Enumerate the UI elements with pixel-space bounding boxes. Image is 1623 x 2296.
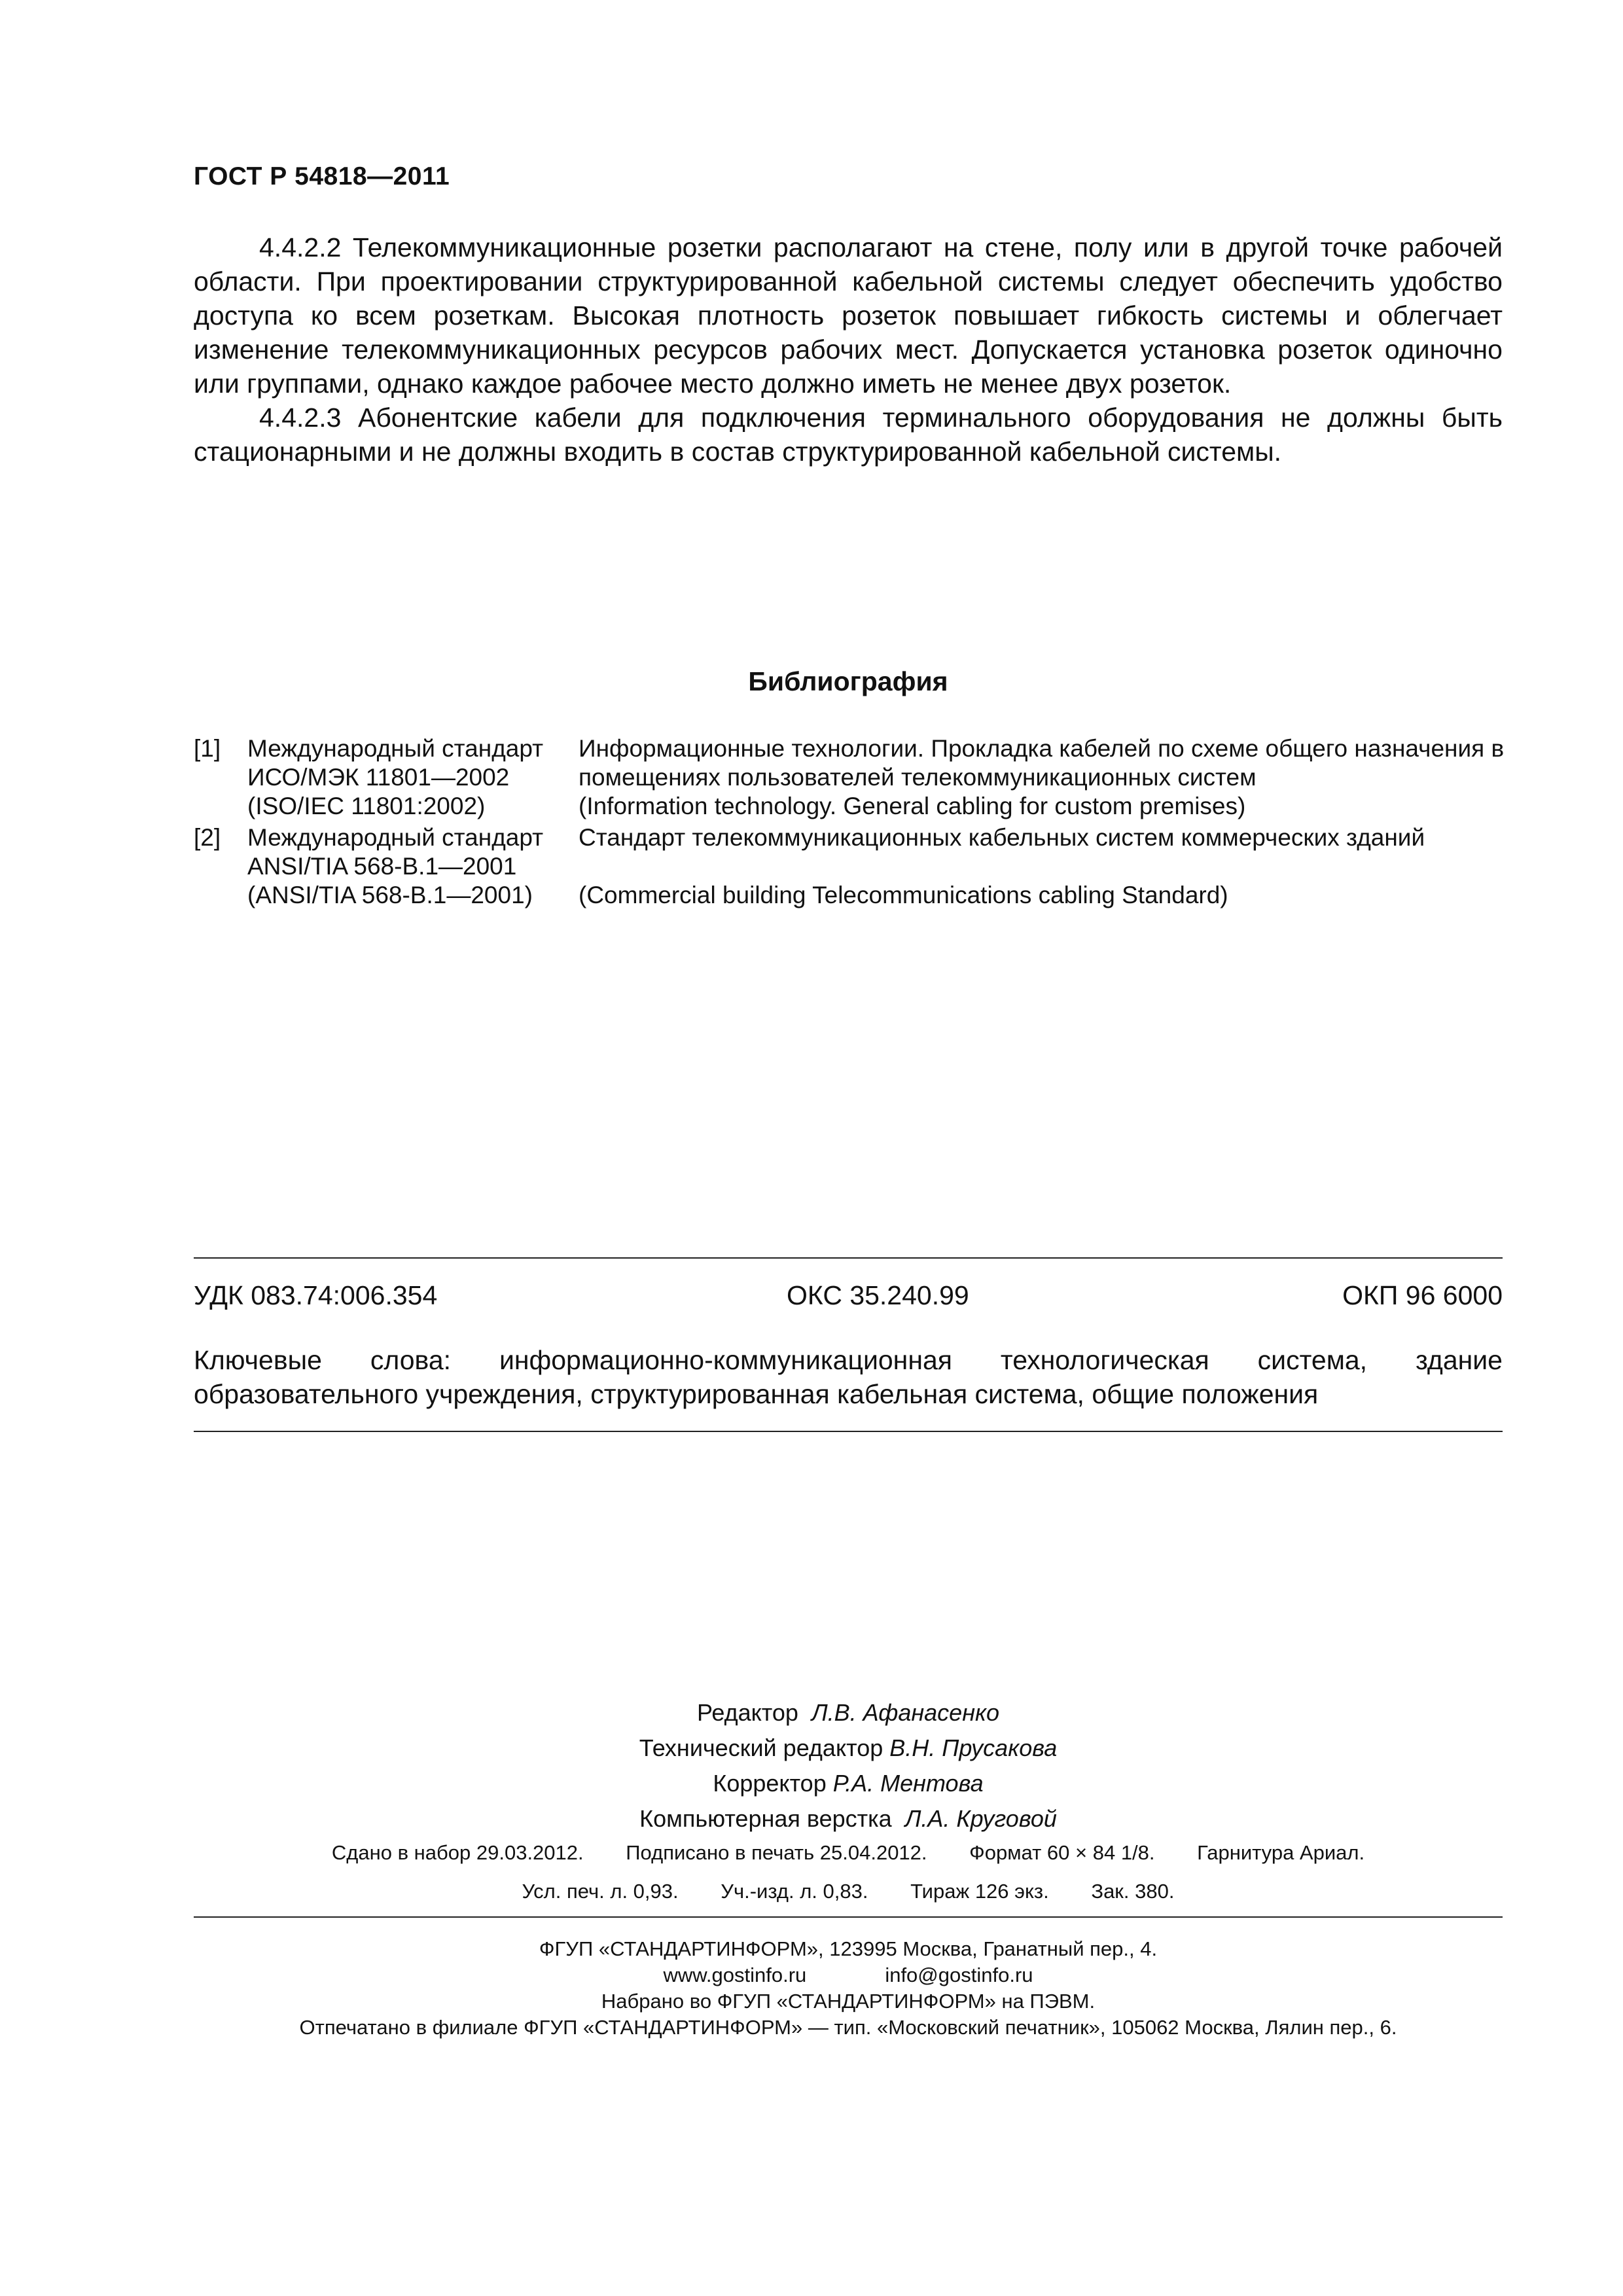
credit-tech-editor: Технический редактор В.Н. Прусакова	[639, 1734, 1058, 1761]
oks-code: ОКС 35.240.99	[787, 1280, 969, 1310]
okp-code: ОКП 96 6000	[1342, 1280, 1503, 1310]
keywords: Ключевые слова: информационно-коммуникационная технологическая система, здание образовательного учреждения, структурированная кабельная система, общие положения	[194, 1345, 1503, 1409]
entry-standard: Международный стандарт ANSI/TIA 568-B.1—2001 (ANSI/TIA 568-B.1—2001)	[247, 824, 544, 908]
bibliography-title: Библиография	[748, 666, 948, 696]
credit-layout: Компьютерная верстка Л.А. Круговой	[639, 1805, 1057, 1832]
website-link: www.gostinfo.ru	[663, 1964, 807, 1986]
publication-info: Сдано в набор 29.03.2012. Подписано в печать 25.04.2012. Формат 60 × 84 1/8. Гарнитура Ариал.	[331, 1841, 1365, 1864]
entry-description: Информационные технологии. Прокладка кабелей по схеме общего назначения в помещениях пользователей телекоммуникационных систем (Information technology. General cabling for custom premises)	[579, 735, 1505, 819]
credit-proofreader: Корректор Р.А. Ментова	[713, 1770, 984, 1797]
divider-top	[194, 1257, 1503, 1259]
divider-imprint	[194, 1916, 1503, 1918]
imprint: ФГУП «СТАНДАРТИНФОРМ», 123995 Москва, Гранатный пер., 4. www.gostinfo.ru info@gostinfo.ru Набрано во ФГУП «СТАНДАРТИНФОРМ» на ПЭВМ. Отпечатано в филиале ФГУП «СТАНДАРТИНФОРМ» — тип. «Московский печатник», 105062 Москва, Лялин пер., 6.	[299, 1937, 1397, 2039]
entry-description: Стандарт телекоммуникационных кабельных систем коммерческих зданий (Commercial building Telecommunications cabling Standard)	[579, 824, 1425, 908]
credits	[194, 1695, 1503, 1837]
credit-editor: Редактор Л.В. Афанасенко	[696, 1699, 1000, 1726]
body-text	[194, 230, 1503, 469]
email-link: info@gostinfo.ru	[885, 1964, 1033, 1986]
entry-number: [1]	[194, 735, 221, 762]
paragraph-4-4-2-3: 4.4.2.3 Абонентские кабели для подключения терминального оборудования не должны быть стационарными и не должны входить в состав структурированной кабельной системы.	[194, 403, 1503, 467]
divider-keywords	[194, 1431, 1503, 1432]
format-fraction: 1/8	[1120, 1841, 1149, 1864]
paragraph-4-4-2-2: 4.4.2.2 Телекоммуникационные розетки располагают на стене, полу или в другой точке рабочей области. При проектировании структурированной кабельной системы следует обеспечить удобство доступа ко всем розеткам. Высокая плотность розеток повышает гибкость системы и облегчает изменение телекоммуникационных ресурсов рабочих мест. Допускается установка розеток одиночно или группами, однако каждое рабочее место должно иметь не менее двух розеток.	[194, 232, 1503, 399]
entry-number: [2]	[194, 824, 221, 851]
document-code: ГОСТ Р 54818—2011	[194, 162, 450, 190]
entry-standard: Международный стандарт ИСО/МЭК 11801—2002 (ISO/IEC 11801:2002)	[247, 735, 544, 819]
publication-stats: Усл. печ. л. 0,93. Уч.-изд. л. 0,83. Тираж 126 экз. Зак. 380.	[522, 1880, 1175, 1903]
udk-code: УДК 083.74:006.354	[194, 1280, 438, 1310]
